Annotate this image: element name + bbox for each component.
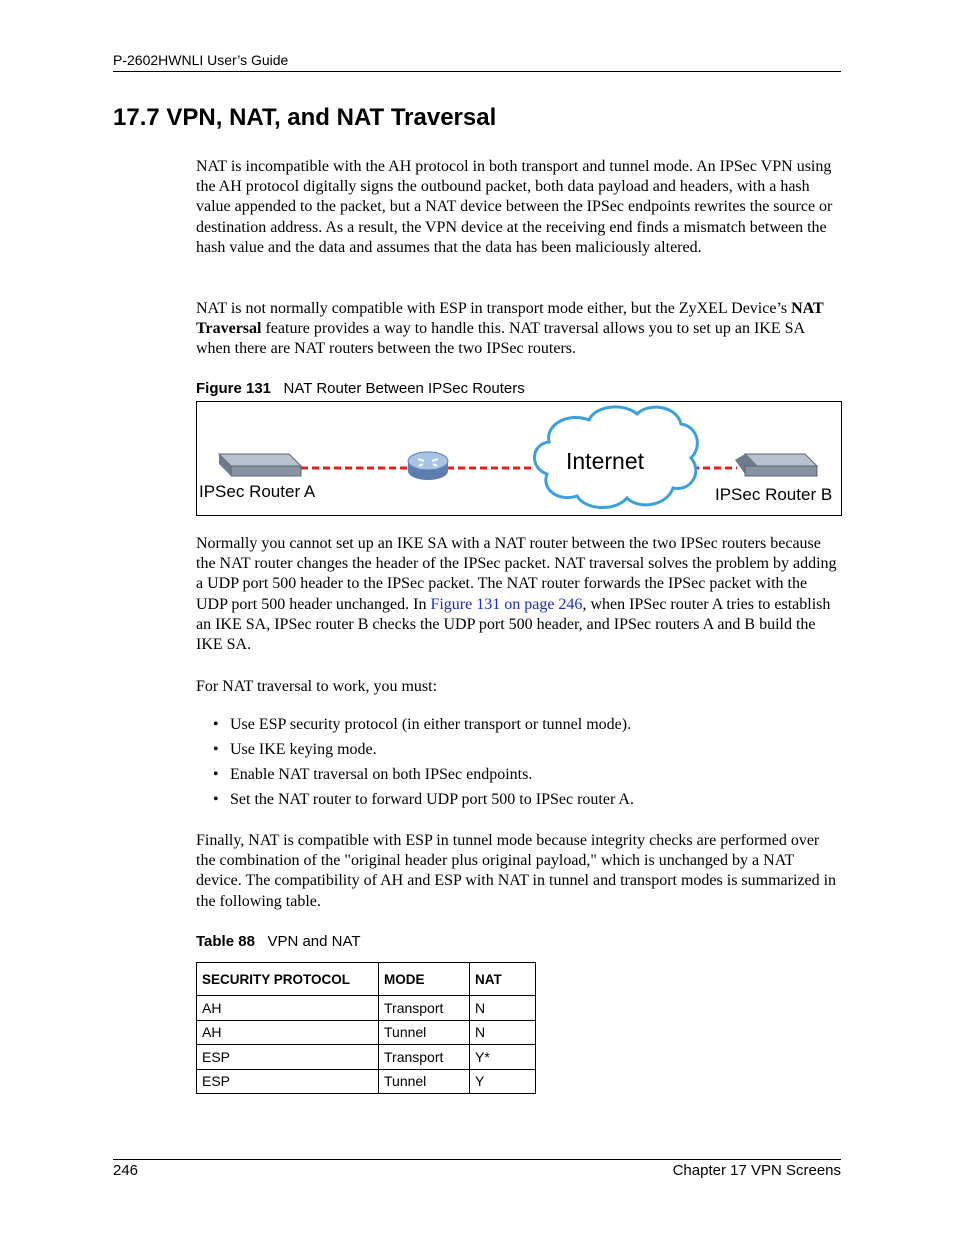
paragraph-text: Normally you cannot set up an IKE SA with a NAT router between the two IPSec routers because the NAT router changes the header of the IPSec packet. NAT traversal solves the problem by adding a UDP port 500 header to the IPSec packet. The NAT router forwards the IPSec packet with the UDP port 500 header unchanged. In bbox=[196, 535, 837, 613]
nat-traversal-term: NAT Traversal bbox=[196, 300, 824, 338]
paragraph-text: , when IPSec router A tries to establish an IKE SA, IPSec router B checks the UDP port 500 header, and IPSec routers A and B build the IKE SA. bbox=[196, 595, 831, 654]
table-header-row bbox=[197, 963, 536, 996]
cell-nat: N bbox=[470, 996, 536, 1021]
paragraph-requirements-intro: For NAT traversal to work, you must: bbox=[196, 678, 438, 695]
section-title: 17.7 VPN, NAT, and NAT Traversal bbox=[113, 104, 497, 131]
running-header: P-2602HWNLI User’s Guide bbox=[113, 52, 289, 68]
figure-caption-text: NAT Router Between IPSec Routers bbox=[283, 380, 525, 397]
header-rule bbox=[113, 71, 841, 72]
list-item-text: Enable NAT traversal on both IPSec endpoints. bbox=[230, 766, 533, 783]
list-item bbox=[196, 740, 634, 765]
router-a-label: IPSec Router A bbox=[199, 482, 316, 501]
bullet-icon: • bbox=[213, 716, 219, 733]
table-label: Table 88 bbox=[196, 933, 255, 950]
router-a-icon bbox=[219, 454, 301, 476]
cell-security-protocol: AH bbox=[197, 996, 379, 1021]
table-caption bbox=[196, 933, 361, 950]
list-item-text: Use IKE keying mode. bbox=[230, 741, 377, 758]
list-item-text: Use ESP security protocol (in either transport or tunnel mode). bbox=[230, 716, 632, 733]
cell-nat: Y bbox=[470, 1069, 536, 1094]
nat-router-icon bbox=[408, 452, 448, 480]
bullet-icon: • bbox=[213, 766, 219, 783]
paragraph-text: feature provides a way to handle this. NAT traversal allows you to set up an IKE SA when there are NAT routers between the two IPSec routers. bbox=[196, 320, 805, 358]
column-header-security-protocol: SECURITY PROTOCOL bbox=[197, 963, 379, 996]
list-item-text: Set the NAT router to forward UDP port 500 to IPSec router A. bbox=[230, 791, 634, 808]
list-item bbox=[196, 715, 634, 740]
paragraph-text: NAT is not normally compatible with ESP in transport mode either, but the ZyXEL Device’s bbox=[196, 300, 792, 317]
cell-nat: Y* bbox=[470, 1045, 536, 1070]
table-row bbox=[197, 1045, 536, 1070]
footer-chapter-title: Chapter 17 VPN Screens bbox=[672, 1162, 841, 1179]
network-diagram bbox=[197, 402, 841, 515]
vpn-nat-table bbox=[196, 962, 536, 1094]
table-row bbox=[197, 1020, 536, 1045]
requirements-list bbox=[196, 715, 634, 815]
bullet-icon: • bbox=[213, 791, 219, 808]
cell-mode: Transport bbox=[379, 996, 470, 1021]
page-number: 246 bbox=[113, 1162, 139, 1179]
figure-cross-reference-link[interactable]: Figure 131 on page 246 bbox=[430, 595, 583, 613]
paragraph-esp-transport bbox=[196, 299, 841, 360]
column-header-nat: NAT bbox=[470, 963, 536, 996]
cell-security-protocol: AH bbox=[197, 1020, 379, 1045]
figure-caption bbox=[196, 380, 525, 397]
cell-nat: N bbox=[470, 1020, 536, 1045]
figure-nat-router-diagram bbox=[196, 401, 842, 516]
list-item bbox=[196, 790, 634, 815]
paragraph-ah-incompatibility: NAT is incompatible with the AH protocol in both transport and tunnel mode. An IPSec VPN using the AH protocol digitally signs the outbound packet, both data payload and headers, with a hash value appended to the packet, but a NAT device between the IPSec endpoints rewrites the source or destination address. As a result, the VPN device at the receiving end finds a mismatch between the hash value and the data and assumes that the data has been maliciously altered. bbox=[196, 158, 833, 256]
bullet-icon: • bbox=[213, 741, 219, 758]
column-header-mode: MODE bbox=[379, 963, 470, 996]
paragraph-ike-sa bbox=[196, 534, 841, 655]
table-row bbox=[197, 1069, 536, 1094]
footer-rule bbox=[113, 1159, 841, 1160]
cell-mode: Transport bbox=[379, 1045, 470, 1070]
cell-security-protocol: ESP bbox=[197, 1069, 379, 1094]
table-caption-text: VPN and NAT bbox=[267, 933, 361, 950]
cell-security-protocol: ESP bbox=[197, 1045, 379, 1070]
table-row bbox=[197, 996, 536, 1021]
figure-label: Figure 131 bbox=[196, 380, 272, 397]
list-item bbox=[196, 765, 634, 790]
paragraph-compatibility-summary: Finally, NAT is compatible with ESP in tunnel mode because integrity checks are performed over the combination of the "original header plus original payload," which is unchanged by a NAT device. The compatibility of AH and ESP with NAT in tunnel and transport modes is summarized in the following table. bbox=[196, 832, 837, 910]
cell-mode: Tunnel bbox=[379, 1020, 470, 1045]
internet-label: Internet bbox=[566, 448, 644, 474]
cell-mode: Tunnel bbox=[379, 1069, 470, 1094]
router-b-icon bbox=[735, 454, 817, 476]
router-b-label: IPSec Router B bbox=[715, 485, 833, 504]
